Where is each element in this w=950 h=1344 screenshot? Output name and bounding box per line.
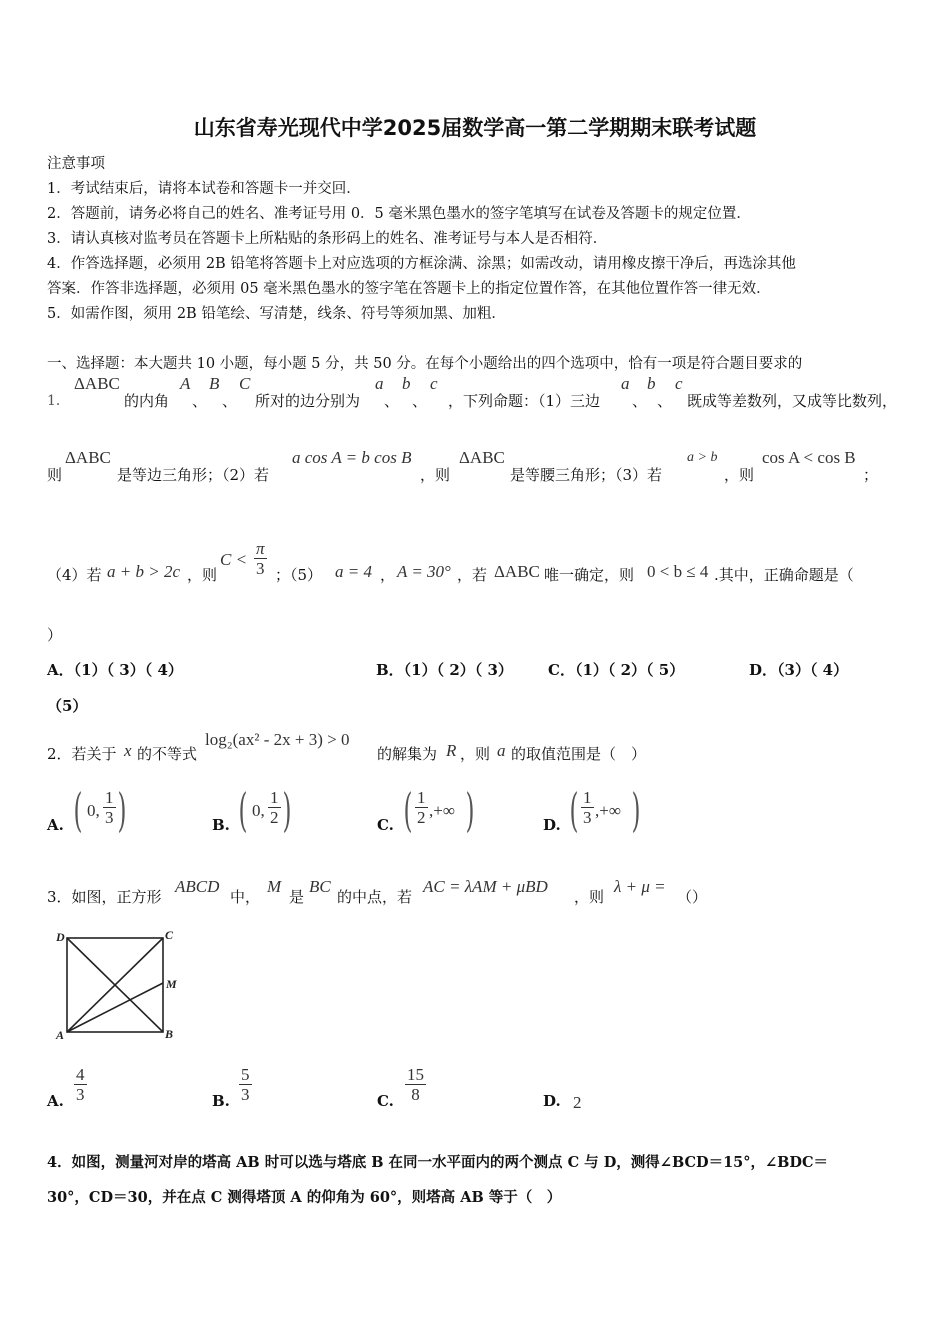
question-2-options: A. ( 0, $\frac{1}{3}$ ) B. ( 0, $\frac{1}{2}$ ) C. ( $\frac{1}{2}$ ,+∞ ) D. ( $\frac{1}{3}$ ,+∞ ) xyxy=(47,783,641,837)
math-condition: a = 4 xyxy=(335,562,372,581)
math-var: R xyxy=(446,741,457,760)
math-triangle: ΔABC xyxy=(74,374,120,393)
text: 2．若关于 xyxy=(47,745,117,763)
option-d-continued: （5） xyxy=(47,697,88,715)
math-fraction: $\frac{1}{2}$ xyxy=(270,788,279,827)
text: 的不等式 xyxy=(137,745,198,763)
text: 的取值范围是（ ） xyxy=(511,745,647,763)
text: ； xyxy=(863,466,879,484)
text: ， xyxy=(380,566,396,584)
math-condition: a + b > 2c xyxy=(107,562,180,581)
text: 、 xyxy=(384,392,400,410)
page-title: 山东省寿光现代中学2025届数学高一第二学期期末联考试题 xyxy=(193,116,757,140)
math-var: c xyxy=(675,374,683,393)
label-d: D xyxy=(56,930,65,944)
section-heading: 一、选择题：本大题共 10 小题，每小题 5 分，共 50 分。在每个小题给出的四个选项中，恰有一项是符合题目要求的 xyxy=(47,356,803,372)
notice-heading: 注意事项 xyxy=(47,156,105,172)
text: 是等腰三角形；（3）若 xyxy=(510,466,663,484)
math-fraction: $\frac{4}{3}$ xyxy=(76,1065,85,1104)
math-condition: a > b xyxy=(687,450,718,465)
math-result: C < xyxy=(220,550,248,569)
math-sum: λ + μ = xyxy=(614,877,666,896)
math-var: a xyxy=(621,374,630,393)
math-var: ABCD xyxy=(175,877,220,896)
question-1-line-3 xyxy=(47,540,927,590)
text: ，则 xyxy=(574,888,605,906)
text: 唯一确定，则 xyxy=(544,566,635,584)
question-number: 1． xyxy=(47,393,70,409)
option-c[interactable]: C．（1）（ 2）（ 5） xyxy=(548,661,685,679)
math-fraction: $\frac{15}{8}$ xyxy=(407,1065,424,1104)
question-1-close: ） xyxy=(47,626,63,644)
question-3-options: A. $\frac{4}{3}$ B. $\frac{5}{3}$ C. $\frac{15}{8}$ D. 2 xyxy=(47,1065,582,1112)
math-inequality: log₂(ax² - 2x + 3) > 0 xyxy=(205,730,350,749)
segment-am xyxy=(67,983,163,1032)
notice-item: 2．答题前，请务必将自己的姓名、准考证号用 0．5 毫米黑色墨水的签字笔填写在试卷及答题卡的规定位置． xyxy=(47,206,751,222)
math-triangle: ΔABC xyxy=(494,562,540,581)
label-m: M xyxy=(166,977,177,991)
math-var: b xyxy=(647,374,656,393)
text: ，则 xyxy=(724,466,755,484)
text: 、 xyxy=(192,392,208,410)
notice-item: 答案．作答非选择题，必须用 05 毫米黑色墨水的签字笔在答题卡上的指定位置作答，在其他位置作答一律无效． xyxy=(47,281,771,297)
text: ，若 xyxy=(457,566,488,584)
text: 是等边三角形；（2）若 xyxy=(117,466,270,484)
text: ，则 xyxy=(460,745,491,763)
text: ，则 xyxy=(187,566,218,584)
math-equation: a cos A = b cos B xyxy=(292,448,412,467)
math-condition: A = 30° xyxy=(397,562,451,581)
notice-item: 4．作答选择题，必须用 2B 铅笔将答题卡上对应选项的方框涂满、涂黑；如需改动，请用橡皮擦干净后，再选涂其他 xyxy=(47,256,796,272)
option-a[interactable]: A．（1）（ 3）（ 4） xyxy=(47,661,183,679)
math-triangle: ΔABC xyxy=(65,448,111,467)
math-fraction: $\frac{1}{3}$ xyxy=(105,788,114,827)
math-var: a xyxy=(375,374,384,393)
text: 既成等差数列，又成等比数列， xyxy=(687,392,898,410)
math-var: A xyxy=(180,374,191,393)
text: 则 xyxy=(47,466,63,484)
option-b[interactable]: B．（1）（ 2）（ 3） xyxy=(376,661,513,679)
text: ，则 xyxy=(420,466,451,484)
text: 、 xyxy=(412,392,428,410)
math-var: BC xyxy=(309,877,331,896)
text: （4）若 xyxy=(47,566,102,584)
math-var: b xyxy=(402,374,411,393)
text: 3．如图，正方形 xyxy=(47,888,162,906)
question-1-line-2 xyxy=(47,450,927,490)
math-fraction: $\frac{\pi}{3}$ xyxy=(256,539,265,578)
text: 的中点，若 xyxy=(337,888,413,906)
text: 的内角 xyxy=(124,392,170,410)
question-3 xyxy=(47,874,927,914)
text: （） xyxy=(677,888,708,906)
math-range: 0 < b ≤ 4 xyxy=(647,562,709,581)
math-equation: AC = λAM + μBD xyxy=(423,877,548,896)
math-var: c xyxy=(430,374,438,393)
label-a: A xyxy=(56,1028,65,1042)
notice-item: 1．考试结束后，请将本试卷和答题卡一并交回． xyxy=(47,181,361,197)
text: 的解集为 xyxy=(377,745,438,763)
text: 所对的边分别为 xyxy=(255,392,361,410)
text: 、 xyxy=(632,392,648,410)
text: 、 xyxy=(222,392,238,410)
text: 中， xyxy=(230,888,261,906)
text: 、 xyxy=(657,392,673,410)
math-var: B xyxy=(209,374,220,393)
math-result: cos A < cos B xyxy=(762,448,856,467)
question-4-line-2: 30°，CD＝30，并在点 C 测得塔顶 A 的仰角为 60°，则塔高 AB 等于（ ） xyxy=(47,1189,562,1206)
math-var: M xyxy=(267,877,282,896)
notice-item: 5．如需作图，须用 2B 铅笔绘、写清楚，线条、符号等须加黑、加粗． xyxy=(47,306,506,322)
text: ，下列命题：（1）三边 xyxy=(448,392,601,410)
question-2 xyxy=(47,730,927,770)
square-figure xyxy=(50,925,185,1045)
label-b: B xyxy=(165,1027,174,1041)
math-fraction: $\frac{1}{2}$ xyxy=(417,788,426,827)
math-fraction: $\frac{5}{3}$ xyxy=(241,1065,250,1104)
math-fraction: $\frac{1}{3}$ xyxy=(583,788,592,827)
label-c: C xyxy=(165,928,174,942)
text: 是 xyxy=(289,888,305,906)
text: .其中，正确命题是（ xyxy=(714,566,854,584)
math-var: x xyxy=(124,741,132,760)
math-triangle: ΔABC xyxy=(459,448,505,467)
notice-item: 3．请认真核对监考员在答题卡上所粘贴的条形码上的姓名、准考证号与本人是否相符． xyxy=(47,231,608,247)
text: ；（5） xyxy=(275,566,323,584)
question-1-line-1 xyxy=(47,376,927,416)
option-d[interactable]: D．（3）（ 4） xyxy=(749,661,849,679)
question-4-line-1: 4．如图，测量河对岸的塔高 AB 时可以选与塔底 B 在同一水平面内的两个测点 C 与 D，测得∠BCD＝15°，∠BDC＝ xyxy=(47,1154,829,1171)
math-var: C xyxy=(239,374,251,393)
math-var: a xyxy=(497,741,506,760)
